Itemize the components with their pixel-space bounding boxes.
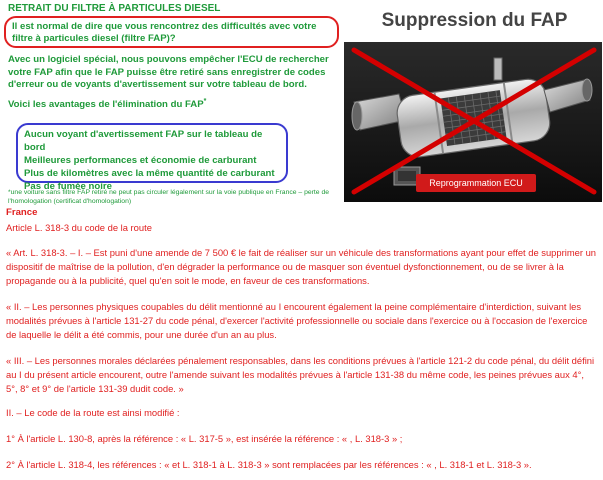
advantage-item: Pas de fumée noire <box>24 181 112 192</box>
advantages-marker: * <box>203 98 207 105</box>
question-box <box>4 16 339 48</box>
law-paragraph-5: 1° À l'article L. 130-8, après la référence : « L. 317-5 », est insérée la référence : « , L. 318-3 » ; <box>6 433 403 444</box>
advantage-item: Meilleures performances et économie de carburant <box>24 155 257 166</box>
law-paragraph-6: 2° À l'article L. 318-4, les références : « et L. 318-1 à L. 318-3 » sont remplacées par les références : « , L. 318-1 et L. 318-3 ». <box>6 459 532 470</box>
advantage-item: Aucun voyant d'avertissement FAP sur le tableau de bord <box>24 129 263 153</box>
intro-text: Avec un logiciel spécial, nous pouvons empêcher l'ECU de rechercher votre FAP afin que le FAP puisse être retiré sans enregistrer de codes d'erreur ou de voyants d'avertissement sur votre tableau de bord. <box>8 54 329 90</box>
page-title: RETRAIT DU FILTRE À PARTICULES DIESEL <box>8 3 221 14</box>
advantages-heading <box>8 98 206 110</box>
law-paragraph-1: « Art. L. 318-3. – I. – Est puni d'une amende de 7 500 € le fait de réaliser sur un véhicule des transformations ayant pour effet de supprimer un dispositif de maîtrise de la pollution, d'en dégrader la performance ou de masquer son éventuel dysfonctionnement, ou de se livrer à la propagande ou à la publicité, quel qu'en soit le mode, en faveur de ces transformations. <box>6 247 596 286</box>
country-heading: France <box>6 207 38 218</box>
advantage-item: Plus de kilomètres avec la même quantité de carburant <box>24 168 275 179</box>
hero-image <box>344 42 602 202</box>
footnote: *une voiture sans filtre FAP retiré ne peut pas circuler légalement sur la voie publique en France – perte de l'homologation (certificat d'homologation) <box>8 189 330 205</box>
law-article-ref: Article L. 318-3 du code de la route <box>6 222 152 233</box>
reprogramming-banner: Reprogrammation ECU <box>416 174 536 192</box>
question-text: Il est normal de dire que vous rencontrez des difficultés avec votre filtre à particules diesel (filtre FAP)? <box>12 21 317 44</box>
law-paragraph-4: II. – Le code de la route est ainsi modifié : <box>6 407 180 418</box>
advantages-box <box>16 123 288 192</box>
law-paragraph-2: « II. – Les personnes physiques coupables du délit mentionné au I encourent également la peine complémentaire d'interdiction, suivant les modalités prévues à l'article 131-27 du code pénal, d'exercer l'activité professionnelle ou sociale dans l'exercice ou à l'occasion de l'exercice de laquelle le délit a été commis, pour une durée d'un an au plus. <box>6 301 588 340</box>
hero-title: Suppression du FAP <box>381 10 568 31</box>
advantages-heading-text: Voici les avantages de l'élimination du FAP <box>8 99 204 111</box>
law-paragraph-3: « III. – Les personnes morales déclarées pénalement responsables, dans les conditions prévues à l'article 121-2 du code pénal, du délit défini au I du présent article encourent, outre l'amende suivant les modalités prévues à l'article 131-38 du même code, les peines prévues aux 4°, 5°, 8° et 9° de l'article 131-39 dudit code. » <box>6 355 595 394</box>
